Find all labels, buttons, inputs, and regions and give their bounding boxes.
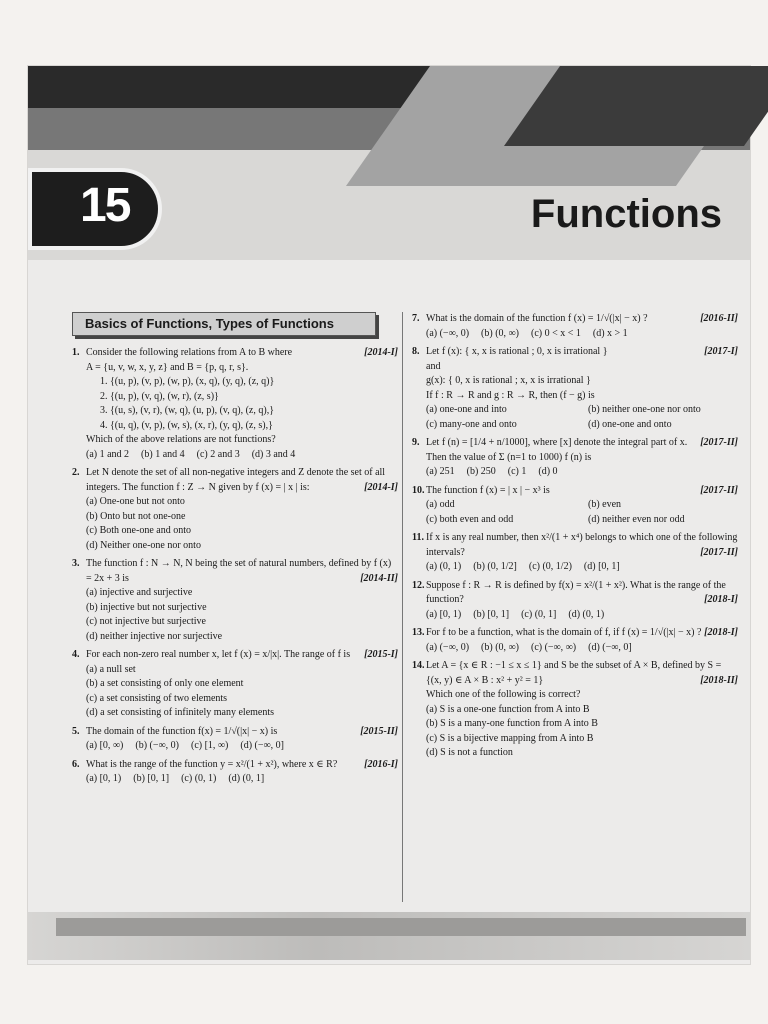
- chapter-title: Functions: [530, 192, 722, 236]
- option: (c) (0, 1): [181, 773, 217, 784]
- question-line: Then the value of Σ (n=1 to 1000) f (n) is: [426, 451, 592, 463]
- question: [412, 579, 738, 623]
- question: [72, 725, 398, 754]
- option-row: [86, 739, 398, 754]
- question: [412, 484, 738, 528]
- option: (d) 0: [538, 466, 558, 477]
- option: (c) not injective but surjective: [86, 616, 206, 627]
- question-number: 2.: [72, 467, 80, 478]
- question: [412, 531, 738, 575]
- option: (a) a null set: [86, 663, 136, 675]
- question-line: and: [426, 360, 441, 372]
- option: (b) (0, ∞): [481, 641, 519, 653]
- option: (d) (−∞, 0]: [588, 641, 632, 653]
- question-stem: Suppose f : R → R is defined by f(x) = x²/(1 + x²). What is the range of the function?: [426, 579, 726, 605]
- option-row: [86, 448, 398, 463]
- year-tag: [2017-II]: [700, 484, 738, 496]
- relation-item: 2. {(u, p), (v, q), (w, r), (z, s)}: [100, 390, 219, 402]
- footer-bar: [56, 918, 746, 936]
- question-head: [412, 345, 738, 360]
- question: [412, 659, 738, 761]
- option: (c) 1: [507, 466, 527, 477]
- year-tag: [2015-II]: [360, 725, 398, 737]
- question-number: 12.: [412, 579, 425, 591]
- question-line: If f : R → R and g : R → R, then (f − g) is: [426, 389, 595, 401]
- option: (a) (0, 1): [426, 561, 462, 572]
- question-stem: If x is any real number, then x²/(1 + x⁴) belongs to which one of the following intervals?: [426, 532, 738, 558]
- question-stem: The function f (x) = | x | − x³ is: [426, 484, 550, 496]
- option: (d) neither injective nor surjective: [86, 630, 223, 642]
- option: (d) x > 1: [592, 327, 628, 339]
- question-line: Which of the above relations are not functions?: [86, 434, 276, 445]
- option-row: [426, 608, 738, 623]
- year-tag: [2018-I]: [704, 627, 738, 638]
- question-stem: The domain of the function f(x) = 1/√(|x| − x) is: [86, 725, 278, 737]
- year-tag: [2015-I]: [364, 649, 398, 660]
- option: (d) neither even nor odd: [588, 513, 685, 525]
- option: (a) (−∞, 0): [426, 641, 470, 653]
- question: [72, 648, 398, 721]
- question-number: 9.: [412, 437, 420, 448]
- right-column: [412, 312, 738, 765]
- option-row: [426, 327, 738, 342]
- question-head: [412, 436, 738, 451]
- year-tag: [2016-II]: [700, 313, 738, 324]
- question-head: [72, 466, 398, 495]
- question-text: [426, 484, 738, 499]
- column-divider: [402, 312, 403, 902]
- question: [412, 312, 738, 341]
- option: (a) one-one and into: [426, 404, 507, 415]
- option: (b) 1 and 4: [141, 448, 185, 460]
- question-text: [86, 466, 398, 495]
- left-column: [72, 312, 398, 791]
- relation-item: 1. {(u, p), (v, p), (w, p), (x, q), (y, q), (z, q)}: [100, 376, 275, 387]
- option: (d) 3 and 4: [251, 448, 296, 460]
- option: (c) (0, 1]: [521, 608, 557, 620]
- question-stem: For each non-zero real number x, let f (x) = x/|x|. The range of f is: [86, 649, 351, 660]
- option-row: [426, 560, 738, 575]
- question-number: 3.: [72, 558, 80, 569]
- question: [72, 758, 398, 787]
- option: (c) many-one and onto: [426, 418, 517, 430]
- question-head: [72, 346, 398, 361]
- option-row: [426, 418, 738, 433]
- question-number: 5.: [72, 725, 80, 737]
- option-row: [426, 403, 738, 418]
- question-text: [86, 648, 398, 663]
- option: (b) 250: [466, 466, 496, 477]
- question-line: g(x): { 0, x is rational ; x, x is irrational }: [426, 375, 591, 386]
- option: (d) (0, 1): [568, 608, 605, 620]
- option: (d) Neither one-one nor onto: [86, 539, 201, 551]
- question-number: 8.: [412, 346, 420, 357]
- option: (c) (−∞, ∞): [530, 641, 577, 653]
- option: (a) (−∞, 0): [426, 327, 470, 339]
- option-row: [426, 641, 738, 656]
- option-row: [426, 465, 738, 480]
- option: (b) Onto but not one-one: [86, 510, 186, 522]
- year-tag: [2017-II]: [700, 437, 738, 448]
- question-text: [426, 312, 738, 327]
- relation-item: 4. {(u, q), (v, p), (w, s), (x, r), (y, q), (z, s),}: [100, 419, 273, 431]
- question-stem: The function f : N → N, N being the set of natural numbers, defined by f (x) = 2x + 3 is: [86, 558, 392, 584]
- question-text: [426, 659, 738, 688]
- relation-item: 3. {(u, s), (v, r), (w, q), (u, p), (v, q), (z, q),}: [100, 405, 274, 416]
- question-head: [72, 725, 398, 740]
- year-tag: [2017-II]: [700, 546, 738, 558]
- option: (b) (−∞, 0): [135, 740, 179, 751]
- question-line: A = {u, v, w, x, y, z} and B = {p, q, r, s}.: [86, 361, 249, 373]
- question: [72, 346, 398, 462]
- content: [72, 312, 738, 912]
- question-stem: What is the range of the function y = x²/(1 + x²), where x ∈ R?: [86, 758, 338, 770]
- year-tag: [2014-I]: [364, 481, 398, 493]
- question-stem: For f to be a function, what is the domain of f, if f (x) = 1/√(|x| − x) ?: [426, 627, 702, 638]
- question: [72, 466, 398, 553]
- option: (d) one-one and onto: [588, 418, 672, 430]
- option: (a) S is a one-one function from A into B: [426, 703, 590, 715]
- option: (a) [0, ∞): [86, 740, 124, 751]
- option: (b) [0, 1]: [473, 608, 510, 620]
- year-tag: [2016-I]: [364, 758, 398, 770]
- question-head: [72, 758, 398, 773]
- question: [412, 626, 738, 655]
- option: (b) S is a many-one function from A into B: [426, 718, 598, 729]
- question-stem: What is the domain of the function f (x) = 1/√(|x| − x) ?: [426, 313, 648, 324]
- year-tag: [2014-I]: [364, 347, 398, 358]
- question-stem: Let A = {x ∈ R : −1 ≤ x ≤ 1} and S be the subset of A × B, defined by S = {(x, y) ∈ A × B : x² + y² = 1}: [426, 660, 722, 686]
- question-head: [72, 648, 398, 663]
- option: (a) [0, 1): [86, 773, 122, 784]
- question-head: [412, 484, 738, 499]
- question-stem: Let N denote the set of all non-negative integers and Z denote the set of all integers. The function f : Z → N given by f (x) = | x | is:: [86, 467, 386, 493]
- question: [72, 557, 398, 644]
- chapter-number: 15: [80, 179, 130, 232]
- option: (b) neither one-one nor onto: [588, 404, 701, 415]
- question-number: 13.: [412, 627, 425, 638]
- option: (d) a set consisting of infinitely many elements: [86, 707, 275, 718]
- option: (d) (−∞, 0]: [240, 740, 284, 751]
- question-text: [86, 725, 398, 740]
- option: (c) Both one-one and onto: [86, 525, 191, 536]
- question: [412, 345, 738, 432]
- section-title: Basics of Functions, Types of Functions: [72, 312, 376, 336]
- option: (a) 251: [426, 466, 455, 477]
- question-text: [86, 758, 398, 773]
- option: (a) One-one but not onto: [86, 496, 185, 507]
- option: (a) 1 and 2: [86, 448, 130, 460]
- year-tag: [2018-I]: [704, 594, 738, 605]
- year-tag: [2017-I]: [704, 346, 738, 357]
- question-number: 10.: [412, 484, 425, 496]
- question: [412, 436, 738, 480]
- question-stem: Consider the following relations from A to B where: [86, 347, 293, 358]
- option-row: [86, 772, 398, 787]
- question-stem: Let f (n) = [1/4 + n/1000], where [x] denote the integral part of x.: [426, 437, 688, 448]
- question-number: 11.: [412, 532, 424, 543]
- option: (d) [0, 1]: [583, 561, 620, 572]
- option: (c) (0, 1/2): [528, 561, 572, 572]
- option: (c) 2 and 3: [196, 448, 240, 460]
- question-number: 1.: [72, 347, 80, 358]
- option-row: [426, 498, 738, 513]
- question-text: [426, 436, 738, 451]
- question-number: 14.: [412, 660, 425, 671]
- option: (c) [1, ∞): [190, 740, 229, 751]
- year-tag: [2014-II]: [360, 572, 398, 584]
- option: (c) a set consisting of two elements: [86, 692, 228, 704]
- option: (a) injective and surjective: [86, 587, 193, 598]
- option: (b) even: [588, 499, 622, 510]
- year-tag: [2018-II]: [700, 674, 738, 686]
- option-row: [426, 513, 738, 528]
- option: (a) [0, 1): [426, 608, 462, 620]
- question-text: [426, 531, 738, 560]
- question-head: [412, 579, 738, 608]
- option: (b) (0, 1/2]: [473, 561, 517, 572]
- option: (a) odd: [426, 499, 455, 510]
- question-number: 4.: [72, 649, 80, 660]
- option: (d) S is not a function: [426, 747, 513, 758]
- question-text: [86, 557, 398, 586]
- option: (b) (0, ∞): [481, 327, 519, 339]
- option: (c) 0 < x < 1: [530, 327, 581, 339]
- question-head: [412, 312, 738, 327]
- question-text: [426, 345, 738, 360]
- question-head: [412, 659, 738, 688]
- question-text: [426, 626, 738, 641]
- question-line: Which one of the following is correct?: [426, 689, 581, 700]
- option: (b) [0, 1]: [133, 773, 170, 784]
- option: (b) a set consisting of only one element: [86, 678, 244, 689]
- question-text: [86, 346, 398, 361]
- question-head: [412, 531, 738, 560]
- question-head: [72, 557, 398, 586]
- option: (b) injective but not surjective: [86, 601, 207, 613]
- question-number: 6.: [72, 758, 80, 770]
- option: (d) (0, 1]: [228, 773, 265, 784]
- question-stem: Let f (x): { x, x is rational ; 0, x is irrational }: [426, 346, 608, 357]
- option: (c) both even and odd: [426, 513, 514, 525]
- option: (c) S is a bijective mapping from A into B: [426, 732, 594, 744]
- question-number: 7.: [412, 313, 420, 324]
- question-text: [426, 579, 738, 608]
- question-head: [412, 626, 738, 641]
